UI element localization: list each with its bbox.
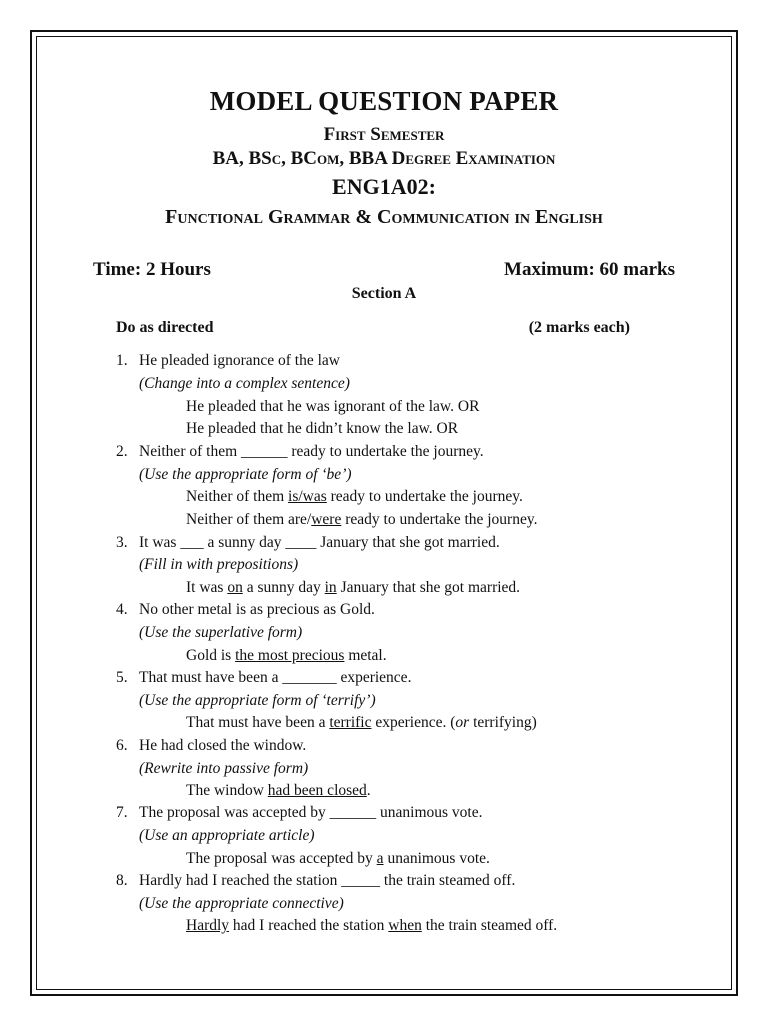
question-text: The proposal was accepted by ______ unanimous vote. xyxy=(139,804,483,821)
answer-underline: terrific xyxy=(329,714,372,731)
answer-underline: the most precious xyxy=(235,647,345,664)
answer-line: Neither of them is/was ready to undertake the journey. xyxy=(186,488,523,505)
maximum-marks: Maximum: 60 marks xyxy=(504,259,675,280)
question-text: Neither of them ______ ready to undertake the journey. xyxy=(139,443,484,460)
question-text: Hardly had I reached the station _____ the train steamed off. xyxy=(139,872,516,889)
question-instruction: (Rewrite into passive form) xyxy=(139,760,309,777)
answer-line: Neither of them are/were ready to undertake the journey. xyxy=(186,511,538,528)
paper-title: MODEL QUESTION PAPER xyxy=(209,86,559,116)
answer-line: Hardly had I reached the station when the train steamed off. xyxy=(186,917,558,934)
answer-underline: is/was xyxy=(288,488,327,505)
question-number: 6. xyxy=(116,737,128,754)
question-number: 3. xyxy=(116,534,128,551)
answer-line: It was on a sunny day in January that she got married. xyxy=(186,579,521,596)
answer-line: Gold is the most precious metal. xyxy=(186,647,387,664)
question-number: 1. xyxy=(116,352,128,369)
answer-underline: on xyxy=(227,579,243,596)
answer-line: He pleaded that he was ignorant of the law. OR xyxy=(186,398,480,415)
question-instruction: (Use the appropriate form of ‘be’) xyxy=(139,466,352,483)
question-number: 4. xyxy=(116,601,128,618)
course-name: Functional Grammar & Communication in English xyxy=(165,206,603,228)
answer-underline: in xyxy=(324,579,337,596)
question-instruction: (Use the appropriate connective) xyxy=(139,895,344,912)
course-code: ENG1A02: xyxy=(332,174,436,199)
question-number: 8. xyxy=(116,872,128,889)
question-text: That must have been a _______ experience. xyxy=(139,669,412,686)
question-text: He had closed the window. xyxy=(139,737,307,754)
answer-line: That must have been a terrific experience. (or terrifying) xyxy=(186,714,537,731)
question-number: 5. xyxy=(116,669,128,686)
answer-underline: when xyxy=(388,917,422,934)
question-instruction: (Use an appropriate article) xyxy=(139,827,315,844)
question-number: 2. xyxy=(116,443,128,460)
question-instruction: (Change into a complex sentence) xyxy=(139,375,350,392)
time-allowed: Time: 2 Hours xyxy=(93,259,211,280)
semester-line: First Semester xyxy=(323,124,445,145)
question-text: He pleaded ignorance of the law xyxy=(139,352,340,369)
answer-line: The window had been closed. xyxy=(186,782,371,799)
question-instruction: (Use the superlative form) xyxy=(139,624,303,641)
marks-each: (2 marks each) xyxy=(528,319,630,336)
answer-underline: were xyxy=(311,511,342,528)
question-text: It was ___ a sunny day ____ January that she got married. xyxy=(139,534,500,551)
degree-line: BA, BSc, BCom, BBA Degree Examination xyxy=(212,148,556,169)
answer-underline: a xyxy=(376,850,384,867)
question-instruction: (Use the appropriate form of ‘terrify’) xyxy=(139,692,376,709)
question-number: 7. xyxy=(116,804,128,821)
question-instruction: (Fill in with prepositions) xyxy=(139,556,299,573)
section-heading: Section A xyxy=(351,285,417,302)
answer-line: The proposal was accepted by a unanimous vote. xyxy=(186,850,490,867)
answer-underline: had been closed xyxy=(267,782,367,799)
answer-underline: Hardly xyxy=(186,917,230,934)
answer-line: He pleaded that he didn’t know the law. OR xyxy=(186,420,459,437)
question-text: No other metal is as precious as Gold. xyxy=(139,601,375,618)
directions: Do as directed xyxy=(116,319,214,336)
